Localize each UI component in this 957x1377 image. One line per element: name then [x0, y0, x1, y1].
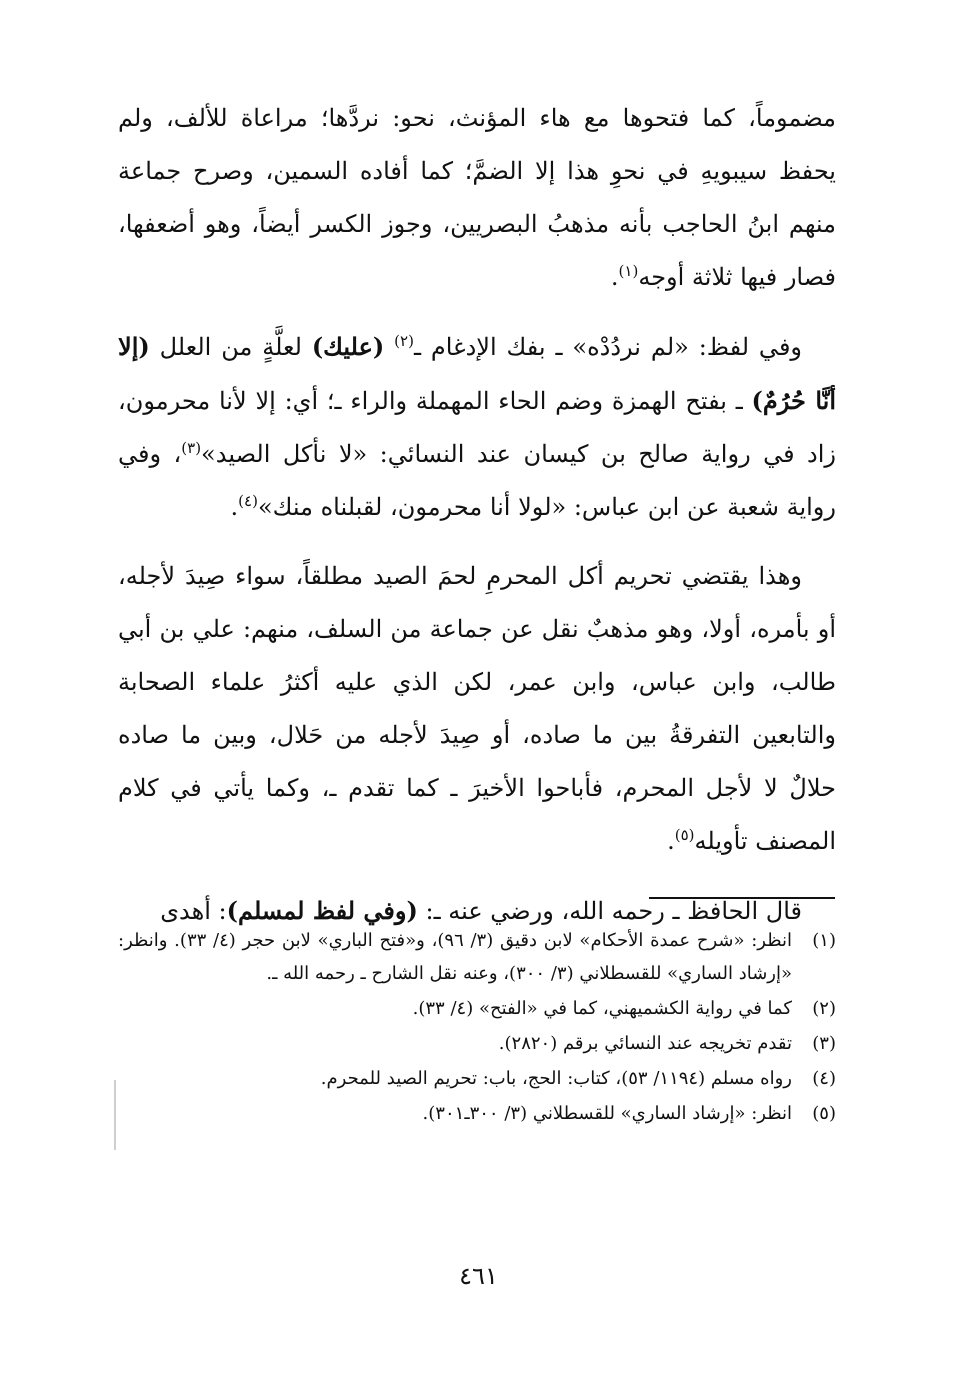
footnote-item: [118, 1027, 836, 1060]
footnote-item: [118, 924, 836, 990]
paragraph-text: مضموماً، كما فتحوها مع هاء المؤنث، نحو: نردَّها؛ مراعاة للألف، ولم يحفظ سيبويهِ في نحوِ هذا إلا الضمَّ؛ كما أفاده السمين، وصرح جماعة منهم ابنُ الحاجب بأنه مذهبُ البصريين، وجوز الكسر أيضاً، وهو أضعفها، فصار فيها ثلاثة أوجه: [118, 104, 836, 291]
footnote-ref-5: (٥): [674, 826, 695, 844]
paragraph-text: : أهدى: [160, 897, 227, 925]
footnotes-list: [118, 924, 836, 1132]
hadith-quote-bold: (وفي لفظ لمسلم): [226, 896, 418, 925]
paragraph-1: [118, 92, 836, 304]
scan-artifact-line: [114, 1080, 116, 1150]
paragraph-text: قال الحافظ ـ رحمه الله، ورضي عنه ـ:: [417, 897, 802, 925]
footnote-text: تقدم تخريجه عند النسائي برقم (٢٨٢٠).: [498, 1033, 792, 1054]
footnote-text: كما في رواية الكشميهني، كما في «الفتح» (٤/ ٣٣).: [412, 998, 792, 1019]
paragraph-text: [384, 333, 394, 361]
paragraph-text: ، وفي رواية شعبة عن ابن عباس: «لولا أنا محرمون، لقبلناه منك»: [118, 440, 836, 521]
footnote-number: (١): [812, 930, 836, 951]
footnote-item: [118, 1062, 836, 1095]
paragraph-text: .: [610, 263, 619, 291]
footnote-text: انظر: «إرشاد الساري» للقسطلاني (٣/ ٣٠٠ـ٣٠١).: [422, 1103, 792, 1124]
footnote-number: (٥): [812, 1103, 836, 1124]
footnote-item: [118, 992, 836, 1025]
paragraph-text: وفي لفظ: «لم نردُدْه» ـ بفك الإدغام ـ: [413, 333, 802, 361]
hadith-quote-bold: (عليك): [311, 332, 385, 361]
paragraph-text: .: [230, 493, 239, 521]
paragraph-text: وهذا يقتضي تحريم أكل المحرمِ لحمَ الصيد مطلقاً، سواء صِيدَ لأجله، أو بأمره، أولا، وهو مذهبٌ نقل عن جماعة من السلف، منهم: علي بن أبي طالب، وابن عباس، وابن عمر، لكن الذي عليه أكثرُ علماء الصحابة والتابعين التفرقةُ بين ما صاده، أو صِيدَ لأجله من حَلال، وبين ما صاده حلالٌ لا لأجل المحرم، فأباحوا الأخيرَ ـ كما تقدم ـ، وكما يأتي في كلام المصنف تأويله: [118, 562, 836, 855]
hadith-quote-bold: (إلا أنَّا حُرُمٌ): [118, 332, 836, 415]
footnote-number: (٢): [812, 998, 836, 1019]
footnote-ref-4: (٤): [238, 492, 258, 510]
footnote-text: انظر: «شرح عمدة الأحكام» لابن دقيق (٣/ ٩٦)، و«فتح الباري» لابن حجر (٤/ ٣٣). وانظر: «إرشاد الساري» للقسطلاني (٣/ ٣٠٠)، وعنه نقل الشارح ـ رحمه الله ـ.: [118, 930, 793, 984]
main-text: [118, 92, 836, 954]
footnote-divider: [649, 897, 835, 899]
footnote-ref-3: (٣): [181, 439, 202, 457]
paragraph-3: [118, 550, 836, 868]
paragraph-text: ـ بفتح الهمزة وضم الحاء المهملة والراء ـ؛ أي: إلا لأنا محرمون، زاد في رواية صالح بن كيسان عند النسائي: «لا نأكل الصيد»: [118, 387, 836, 468]
footnote-item: [118, 1097, 836, 1130]
footnote-number: (٣): [812, 1033, 836, 1054]
paragraph-text: .: [667, 827, 675, 855]
footnote-ref-2: (٢): [394, 332, 414, 350]
page-number: ٤٦١: [459, 1262, 498, 1290]
paragraph-text: لعلَّةٍ من العلل: [149, 333, 312, 361]
footnote-number: (٤): [812, 1068, 836, 1089]
footnote-ref-1: (١): [618, 262, 639, 280]
paragraph-2: [118, 320, 836, 534]
footnote-text: رواه مسلم (١١٩٤/ ٥٣)، كتاب: الحج، باب: تحريم الصيد للمحرم.: [320, 1068, 792, 1089]
